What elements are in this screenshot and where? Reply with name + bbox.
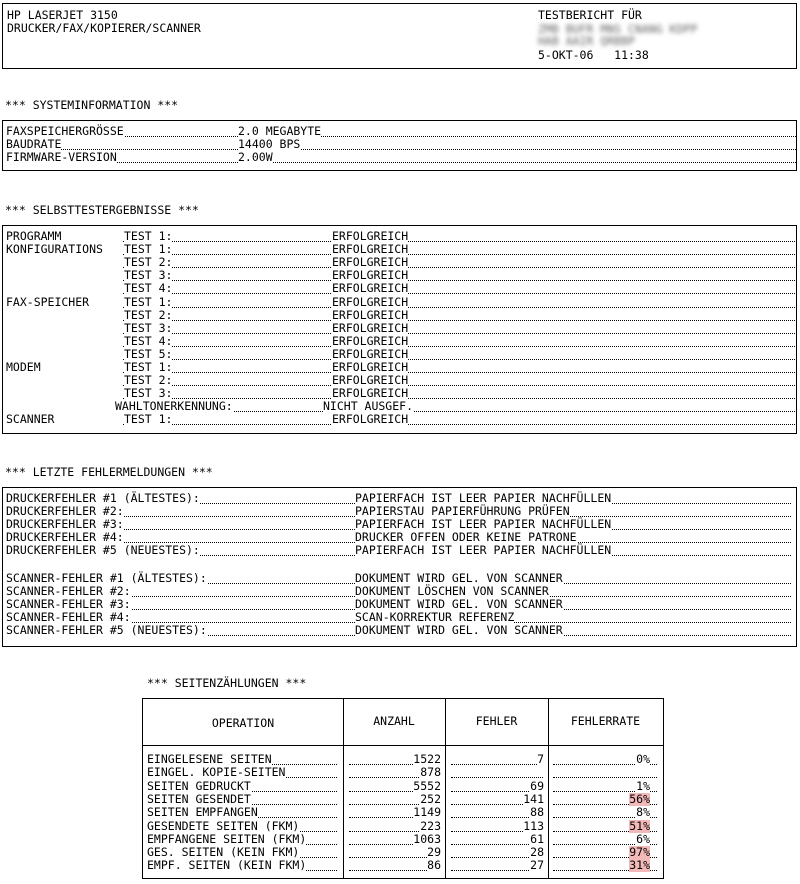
page-count: 223	[420, 818, 441, 833]
dot-leader	[11, 148, 796, 150]
dot-leader	[451, 763, 543, 765]
test-result: NICHT AUSGEF.	[323, 399, 414, 414]
scanner-error-label: SCANNER-FEHLER #5 (NEUESTES):	[6, 623, 207, 637]
device-model: HP LASERJET 3150	[7, 8, 118, 22]
test-name: TEST 4:	[124, 333, 173, 348]
error-count: 28	[530, 845, 544, 860]
col-count: ANZAHL	[373, 714, 415, 728]
error-rate: 31%	[629, 858, 650, 873]
system-heading: *** SYSTEMINFORMATION ***	[5, 98, 179, 112]
pages-heading: *** SEITENZÄHLUNGEN ***	[147, 676, 307, 690]
test-group: FAX-SPEICHER	[6, 294, 90, 309]
test-group: KONFIGURATIONS	[6, 242, 103, 257]
dot-leader	[123, 306, 795, 308]
scanner-error-label: SCANNER-FEHLER #1 (ÄLTESTES):	[6, 571, 207, 585]
operation-name: SEITEN GESENDET	[147, 791, 251, 806]
test-result: ERFOLGREICH	[332, 281, 409, 296]
operation-name: GESENDETE SEITEN (FKM)	[147, 818, 300, 833]
test-result: ERFOLGREICH	[332, 255, 409, 270]
operation-name: EMPFANGENE SEITEN (FKM)	[147, 831, 307, 846]
printer-error-value: PAPIERSTAU PAPIERFÜHRUNG PRÜFEN	[355, 504, 570, 518]
printer-error-label: DRUCKERFEHLER #3:	[6, 517, 124, 531]
dot-leader	[123, 319, 795, 321]
scanner-error-value: DOKUMENT WIRD GEL. VON SCANNER	[355, 597, 563, 611]
page-count: 252	[420, 791, 441, 806]
selftest-box	[2, 225, 797, 434]
operation-name: SEITEN GEDRUCKT	[147, 778, 251, 793]
dot-leader	[123, 384, 795, 386]
system-value: 14400 BPS	[238, 137, 301, 151]
test-group: MODEM	[6, 360, 41, 374]
error-count: 27	[530, 858, 544, 873]
test-result: ERFOLGREICH	[332, 229, 409, 243]
page-count: 1149	[413, 805, 441, 820]
dot-leader	[123, 423, 795, 425]
error-count: 69	[530, 778, 544, 793]
dot-leader	[123, 358, 795, 360]
operation-name: EMPF. SEITEN (KEIN FKM)	[147, 858, 307, 873]
selftest-heading: *** SELBSTTESTERGEBNISSE ***	[5, 203, 199, 217]
dot-leader	[123, 253, 795, 255]
dot-leader	[451, 776, 543, 778]
printer-error-label: DRUCKERFEHLER #1 (ÄLTESTES):	[6, 491, 200, 505]
test-name: TEST 3:	[124, 386, 173, 401]
system-label: BAUDRATE	[6, 137, 62, 151]
redacted-number: HAB AAIR QRBBP	[538, 34, 635, 48]
printer-error-label: DRUCKERFEHLER #4:	[6, 530, 124, 544]
dot-leader	[123, 279, 795, 281]
error-rate: 8%	[636, 805, 650, 820]
operation-name: GES. SEITEN (KEIN FKM)	[147, 845, 300, 860]
error-rate: 97%	[629, 845, 650, 860]
test-name: TEST 1:	[124, 412, 173, 427]
printer-error-value: PAPIERFACH IST LEER PAPIER NACHFÜLLEN	[355, 491, 612, 505]
test-result: ERFOLGREICH	[332, 320, 409, 335]
test-result: ERFOLGREICH	[332, 268, 409, 283]
report-date: 5-OKT-06 11:38	[538, 48, 649, 62]
test-name: TEST 2:	[124, 307, 173, 322]
page-count: 5552	[413, 778, 441, 793]
error-count: 141	[523, 791, 544, 806]
dot-leader	[11, 161, 796, 163]
test-result: ERFOLGREICH	[332, 412, 409, 427]
test-name: TEST 5:	[124, 346, 173, 361]
col-error-rate: FEHLERRATE	[570, 714, 641, 728]
col-operation: OPERATION	[211, 716, 275, 730]
page-count-table	[142, 698, 664, 879]
error-rate: 1%	[636, 778, 650, 793]
test-result: ERFOLGREICH	[332, 386, 409, 401]
scanner-error-value: DOKUMENT LÖSCHEN VON SCANNER	[355, 584, 549, 598]
scanner-error-label: SCANNER-FEHLER #3:	[6, 597, 131, 611]
test-name: TEST 3:	[124, 268, 173, 283]
dot-leader	[553, 776, 657, 778]
test-name: TEST 4:	[124, 281, 173, 296]
scanner-error-value: DOKUMENT WIRD GEL. VON SCANNER	[355, 623, 563, 637]
test-name: TEST 3:	[124, 320, 173, 335]
error-count: 61	[530, 831, 544, 846]
test-name: TEST 2:	[124, 255, 173, 270]
scanner-error-label: SCANNER-FEHLER #2:	[6, 584, 131, 598]
test-group: PROGRAMM	[6, 229, 62, 243]
test-name: TEST 1:	[124, 294, 173, 309]
test-name: TEST 1:	[124, 242, 173, 257]
scanner-error-label: SCANNER-FEHLER #4:	[6, 610, 131, 624]
printer-error-value: PAPIERFACH IST LEER PAPIER NACHFÜLLEN	[355, 517, 612, 531]
page-count: 29	[427, 845, 441, 860]
test-result: ERFOLGREICH	[332, 307, 409, 322]
dot-leader	[123, 292, 795, 294]
dot-leader	[349, 869, 439, 871]
error-rate: 51%	[629, 818, 650, 833]
dot-leader	[123, 240, 795, 242]
printer-error-label: DRUCKERFEHLER #5 (NEUESTES):	[6, 543, 200, 557]
dot-leader	[11, 135, 796, 137]
redacted-name: ZMB BUFR MNS CNANG KDPP	[538, 22, 698, 36]
system-label: FAXSPEICHERGRÖSSE	[6, 124, 124, 138]
dot-leader	[123, 332, 795, 334]
operation-name: SEITEN EMPFANGEN	[147, 805, 258, 820]
test-name: TEST 1:	[124, 229, 173, 243]
report-header	[2, 3, 797, 69]
system-label: FIRMWARE-VERSION	[6, 150, 117, 164]
scanner-error-value: DOKUMENT WIRD GEL. VON SCANNER	[355, 571, 563, 585]
error-rate: 56%	[629, 791, 650, 806]
printer-error-value: PAPIERFACH IST LEER PAPIER NACHFÜLLEN	[355, 543, 612, 557]
test-result: ERFOLGREICH	[332, 346, 409, 361]
test-group: SCANNER	[6, 412, 55, 427]
page-count: 86	[427, 858, 441, 873]
test-name: WAHLTONERKENNUNG:	[115, 399, 233, 414]
test-result: ERFOLGREICH	[332, 333, 409, 348]
dot-leader	[123, 345, 795, 347]
test-result: ERFOLGREICH	[332, 373, 409, 388]
test-result: ERFOLGREICH	[332, 294, 409, 309]
printer-error-label: DRUCKERFEHLER #2:	[6, 504, 124, 518]
test-result: ERFOLGREICH	[332, 242, 409, 257]
test-name: TEST 2:	[124, 373, 173, 388]
test-name: TEST 1:	[124, 360, 173, 374]
printer-error-value: DRUCKER OFFEN ODER KEINE PATRONE	[355, 530, 577, 544]
error-count: 88	[530, 805, 544, 820]
scanner-error-value: SCAN-KORREKTUR REFERENZ	[355, 610, 515, 624]
errors-box	[2, 487, 797, 647]
page-count: 878	[420, 765, 441, 780]
errors-heading: *** LETZTE FEHLERMELDUNGEN ***	[5, 465, 213, 479]
operation-name: EINGELESENE SEITEN	[147, 752, 272, 766]
dot-leader	[123, 371, 795, 373]
page-count: 1063	[413, 831, 441, 846]
report-title: TESTBERICHT FÜR	[538, 8, 642, 22]
system-value: 2.00W	[238, 150, 273, 164]
system-value: 2.0 MEGABYTE	[238, 124, 322, 138]
error-count: 7	[537, 752, 544, 766]
dot-leader	[123, 266, 795, 268]
error-count: 113	[523, 818, 544, 833]
test-result: ERFOLGREICH	[332, 360, 409, 374]
page-count: 1522	[413, 752, 441, 766]
dot-leader	[349, 856, 439, 858]
device-type: DRUCKER/FAX/KOPIERER/SCANNER	[7, 21, 201, 35]
col-errors: FEHLER	[475, 714, 518, 728]
error-rate: 0%	[636, 752, 650, 766]
system-info-box	[2, 120, 797, 171]
operation-name: EINGEL. KOPIE-SEITEN	[147, 765, 286, 780]
error-rate: 6%	[636, 831, 650, 846]
